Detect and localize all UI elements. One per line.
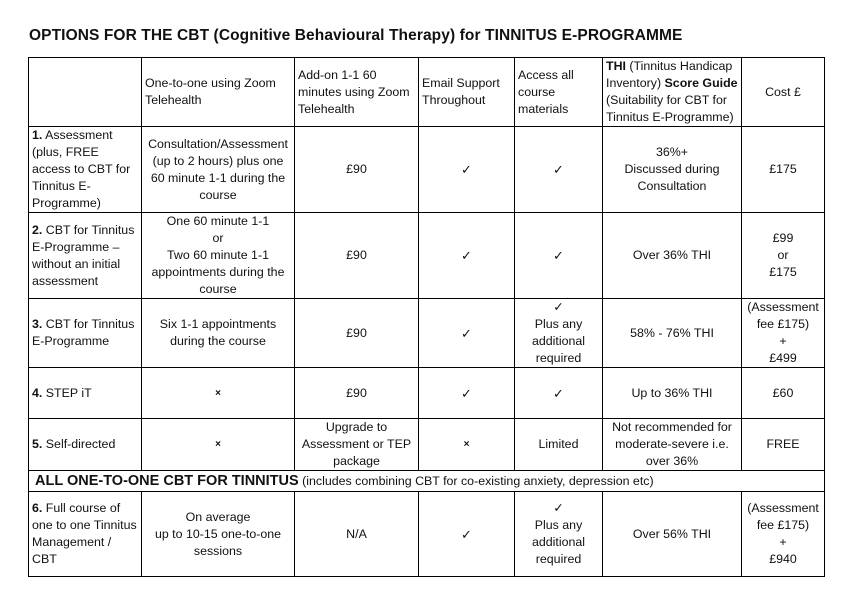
check-icon: ✓ xyxy=(419,299,515,368)
addon-cell: N/A xyxy=(295,492,419,577)
materials-cell: ✓ Plus any additional required xyxy=(515,299,603,368)
table-row xyxy=(29,492,825,577)
header-thi-score-guide xyxy=(603,58,742,127)
table-row xyxy=(29,368,825,419)
option-label: Self-directed xyxy=(42,437,116,451)
addon-cell: £90 xyxy=(295,299,419,368)
check-icon: ✓ xyxy=(419,213,515,299)
thi-cell: Over 36% THI xyxy=(603,213,742,299)
materials-cell: ✓ Plus any additional required xyxy=(515,492,603,577)
cost-cell: (Assessment fee £175) + £940 xyxy=(742,492,825,577)
option-label: CBT for Tinnitus E-Programme xyxy=(32,317,135,348)
option-number: 4. xyxy=(32,385,43,400)
option-label: CBT for Tinnitus E-Programme – without an initial assessment xyxy=(32,222,135,288)
thi-cell: Not recommended for moderate-severe i.e. over 36% xyxy=(603,419,742,471)
thi-cell: 58% - 76% THI xyxy=(603,299,742,368)
cost-cell: £99 or £175 xyxy=(742,213,825,299)
one-to-one-cell: On average up to 10-15 one-to-one sessions xyxy=(142,492,295,577)
one-to-one-cell: Consultation/Assessment (up to 2 hours) plus one 60 minute 1-1 during the course xyxy=(142,127,295,213)
cost-cell: £60 xyxy=(742,368,825,419)
thi-cell: Up to 36% THI xyxy=(603,368,742,419)
cross-icon: × xyxy=(142,368,295,419)
cost-cell: (Assessment fee £175) + £499 xyxy=(742,299,825,368)
addon-cell: £90 xyxy=(295,127,419,213)
section-heading xyxy=(29,471,825,492)
section-row xyxy=(29,471,825,492)
addon-cell: £90 xyxy=(295,368,419,419)
thi-bold: THI xyxy=(606,59,626,73)
page-title: OPTIONS FOR THE CBT (Cognitive Behavioural Therapy) for TINNITUS E-PROGRAMME xyxy=(29,27,683,44)
option-label: Assessment (plus, FREE access to CBT for Tinnitus E-Programme) xyxy=(32,128,131,210)
header-one-to-one: One-to-one using Zoom Telehealth xyxy=(142,58,295,127)
score-guide-bold: Score Guide xyxy=(664,76,738,90)
table-row xyxy=(29,213,825,299)
header-email-support: Email Support Throughout xyxy=(419,58,515,127)
table-row xyxy=(29,419,825,471)
cross-icon: × xyxy=(419,419,515,471)
option-cell xyxy=(29,299,142,368)
table-row xyxy=(29,127,825,213)
option-label: Full course of one to one Tinnitus Management / CBT xyxy=(32,501,137,566)
option-number: 5. xyxy=(32,437,43,451)
option-cell xyxy=(29,213,142,299)
header-option xyxy=(29,58,142,127)
thi-cell: 36%+ Discussed during Consultation xyxy=(603,127,742,213)
check-icon: ✓ xyxy=(515,213,603,299)
option-cell xyxy=(29,127,142,213)
check-icon: ✓ xyxy=(419,127,515,213)
option-number: 2. xyxy=(32,222,43,237)
cost-cell: £175 xyxy=(742,127,825,213)
option-cell xyxy=(29,492,142,577)
header-course-materials: Access all course materials xyxy=(515,58,603,127)
one-to-one-cell: One 60 minute 1-1 or Two 60 minute 1-1 appointments during the course xyxy=(142,213,295,299)
option-label: STEP iT xyxy=(42,385,92,400)
option-number: 6. xyxy=(32,501,43,515)
header-row xyxy=(29,58,825,127)
check-icon: ✓ xyxy=(515,368,603,419)
table-row xyxy=(29,299,825,368)
thi-full-name: (Tinnitus Handicap Inventory) xyxy=(606,59,733,90)
thi-cell: Over 56% THI xyxy=(603,492,742,577)
option-cell xyxy=(29,419,142,471)
one-to-one-cell: Six 1-1 appointments during the course xyxy=(142,299,295,368)
option-cell xyxy=(29,368,142,419)
option-number: 1. xyxy=(32,128,43,142)
section-title: ALL ONE-TO-ONE CBT FOR TINNITUS xyxy=(35,472,299,489)
addon-cell: Upgrade to Assessment or TEP package xyxy=(295,419,419,471)
check-icon: ✓ xyxy=(419,368,515,419)
header-cost: Cost £ xyxy=(742,58,825,127)
addon-cell: £90 xyxy=(295,213,419,299)
options-table xyxy=(28,57,825,577)
cost-cell: FREE xyxy=(742,419,825,471)
thi-suitability: (Suitability for CBT for Tinnitus E-Programme) xyxy=(606,93,734,124)
option-number: 3. xyxy=(32,317,43,331)
header-addon: Add-on 1-1 60 minutes using Zoom Telehealth xyxy=(295,58,419,127)
check-icon: ✓ xyxy=(515,127,603,213)
check-icon: ✓ xyxy=(419,492,515,577)
cross-icon: × xyxy=(142,419,295,471)
section-note: (includes combining CBT for co-existing anxiety, depression etc) xyxy=(298,473,654,488)
materials-cell: Limited xyxy=(515,419,603,471)
